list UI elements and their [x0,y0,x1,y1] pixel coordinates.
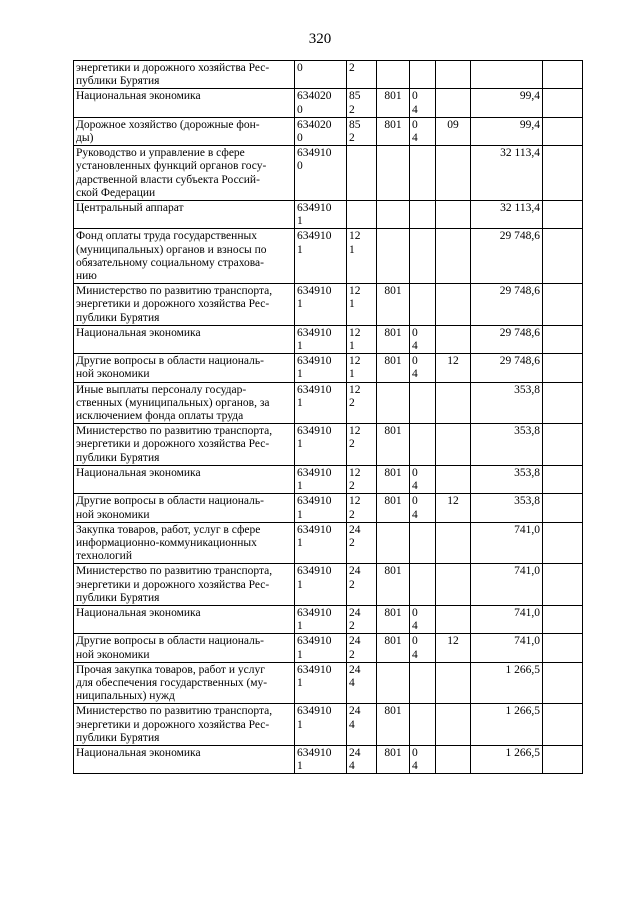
cell-amount: 741,0 [471,522,543,564]
cell-name: Министерство по развитию транспорта, энергетики и дорожного хозяйства Рес- публики Бурятия [74,704,295,746]
cell-subsection [436,745,471,773]
cell-expense-type: 12 2 [347,382,377,424]
cell-expense-type: 24 4 [347,745,377,773]
cell-target-article: 634910 1 [295,354,347,382]
cell-section: 0 4 [410,325,436,353]
table-row [74,424,583,466]
page-number: 320 [308,31,332,47]
table-row [74,325,583,353]
cell-section: 0 4 [410,89,436,117]
budget-table-body [74,61,583,774]
cell-section [410,201,436,229]
cell-subsection: 12 [436,354,471,382]
cell-amount: 29 748,6 [471,284,543,326]
cell-admin-code [377,522,410,564]
cell-target-article: 634910 1 [295,634,347,662]
cell-section [410,61,436,89]
table-row [74,382,583,424]
cell-section: 0 4 [410,117,436,145]
cell-admin-code: 801 [377,494,410,522]
cell-empty [543,201,583,229]
cell-empty [543,662,583,704]
cell-expense-type [347,146,377,201]
cell-target-article: 634910 1 [295,494,347,522]
table-row [74,465,583,493]
cell-name: Национальная экономика [74,325,295,353]
cell-empty [543,382,583,424]
table-row [74,284,583,326]
cell-empty [543,704,583,746]
cell-expense-type: 24 2 [347,522,377,564]
cell-admin-code [377,662,410,704]
cell-amount: 353,8 [471,494,543,522]
cell-empty [543,494,583,522]
cell-empty [543,605,583,633]
cell-admin-code [377,146,410,201]
cell-name: Другие вопросы в области националь- ной экономики [74,354,295,382]
cell-empty [543,634,583,662]
table-row [74,745,583,773]
cell-section: 0 4 [410,605,436,633]
cell-target-article: 634910 1 [295,745,347,773]
cell-admin-code: 801 [377,465,410,493]
cell-name: Дорожное хозяйство (дорожные фон- ды) [74,117,295,145]
cell-target-article: 634910 1 [295,564,347,606]
cell-subsection [436,382,471,424]
table-row [74,61,583,89]
cell-admin-code [377,229,410,284]
cell-expense-type: 12 2 [347,465,377,493]
cell-subsection [436,424,471,466]
cell-section: 0 4 [410,745,436,773]
cell-amount: 29 748,6 [471,229,543,284]
cell-empty [543,61,583,89]
cell-section: 0 4 [410,465,436,493]
cell-target-article: 634910 0 [295,146,347,201]
cell-subsection [436,61,471,89]
table-row [74,201,583,229]
cell-admin-code: 801 [377,89,410,117]
cell-empty [543,465,583,493]
cell-amount: 1 266,5 [471,704,543,746]
cell-target-article: 634910 1 [295,704,347,746]
table-row [74,117,583,145]
budget-table [73,60,583,774]
cell-empty [543,229,583,284]
cell-expense-type: 24 4 [347,704,377,746]
cell-section [410,704,436,746]
cell-name: Другие вопросы в области националь- ной экономики [74,634,295,662]
cell-target-article: 634910 1 [295,201,347,229]
cell-section [410,564,436,606]
cell-name: Национальная экономика [74,605,295,633]
cell-subsection [436,284,471,326]
cell-subsection [436,704,471,746]
cell-target-article: 634910 1 [295,284,347,326]
cell-expense-type: 12 2 [347,424,377,466]
cell-target-article: 634020 0 [295,117,347,145]
cell-section: 0 4 [410,634,436,662]
cell-subsection [436,201,471,229]
cell-target-article: 634910 1 [295,229,347,284]
cell-empty [543,522,583,564]
cell-expense-type: 24 2 [347,634,377,662]
cell-name: Национальная экономика [74,745,295,773]
cell-amount [471,61,543,89]
cell-amount: 741,0 [471,605,543,633]
cell-target-article: 634910 1 [295,325,347,353]
cell-subsection [436,89,471,117]
cell-expense-type: 12 1 [347,354,377,382]
cell-section [410,382,436,424]
cell-target-article: 634910 1 [295,522,347,564]
cell-subsection [436,229,471,284]
table-row [74,89,583,117]
cell-section: 0 4 [410,354,436,382]
cell-expense-type: 24 2 [347,605,377,633]
cell-admin-code: 801 [377,745,410,773]
cell-expense-type [347,201,377,229]
cell-name: Иные выплаты персоналу государ- ственных (муниципальных) органов, за исключением фонда оплаты труда [74,382,295,424]
cell-subsection [436,662,471,704]
cell-expense-type: 85 2 [347,89,377,117]
cell-target-article: 0 [295,61,347,89]
cell-admin-code: 801 [377,117,410,145]
cell-target-article: 634910 1 [295,465,347,493]
cell-admin-code: 801 [377,424,410,466]
table-row [74,229,583,284]
cell-expense-type: 12 1 [347,229,377,284]
cell-name: Центральный аппарат [74,201,295,229]
cell-amount: 32 113,4 [471,146,543,201]
cell-amount: 29 748,6 [471,325,543,353]
cell-section [410,284,436,326]
cell-admin-code [377,61,410,89]
cell-section [410,662,436,704]
cell-admin-code [377,201,410,229]
cell-subsection [436,564,471,606]
cell-subsection: 12 [436,494,471,522]
cell-subsection: 12 [436,634,471,662]
cell-name: энергетики и дорожного хозяйства Рес- публики Бурятия [74,61,295,89]
cell-subsection [436,146,471,201]
table-row [74,704,583,746]
cell-amount: 29 748,6 [471,354,543,382]
cell-name: Фонд оплаты труда государственных (муниципальных) органов и взносы по обязательному социальному страхова- нию [74,229,295,284]
cell-admin-code: 801 [377,284,410,326]
cell-empty [543,89,583,117]
cell-amount: 353,8 [471,424,543,466]
cell-name: Министерство по развитию транспорта, энергетики и дорожного хозяйства Рес- публики Бурятия [74,564,295,606]
table-row [74,354,583,382]
cell-empty [543,117,583,145]
cell-subsection [436,605,471,633]
cell-empty [543,284,583,326]
cell-admin-code: 801 [377,605,410,633]
cell-target-article: 634910 1 [295,662,347,704]
cell-admin-code: 801 [377,564,410,606]
cell-section [410,229,436,284]
cell-expense-type: 2 [347,61,377,89]
cell-expense-type: 24 4 [347,662,377,704]
cell-name: Национальная экономика [74,465,295,493]
cell-target-article: 634910 1 [295,605,347,633]
cell-subsection: 09 [436,117,471,145]
cell-section [410,146,436,201]
cell-amount: 99,4 [471,89,543,117]
cell-expense-type: 12 1 [347,325,377,353]
cell-target-article: 634910 1 [295,424,347,466]
cell-name: Министерство по развитию транспорта, энергетики и дорожного хозяйства Рес- публики Бурятия [74,424,295,466]
cell-target-article: 634910 1 [295,382,347,424]
cell-admin-code: 801 [377,325,410,353]
cell-empty [543,146,583,201]
cell-expense-type: 24 2 [347,564,377,606]
cell-amount: 1 266,5 [471,662,543,704]
cell-expense-type: 12 2 [347,494,377,522]
cell-name: Национальная экономика [74,89,295,117]
cell-section [410,424,436,466]
table-row [74,564,583,606]
cell-empty [543,424,583,466]
cell-amount: 1 266,5 [471,745,543,773]
cell-target-article: 634020 0 [295,89,347,117]
cell-section: 0 4 [410,494,436,522]
cell-expense-type: 12 1 [347,284,377,326]
table-row [74,146,583,201]
cell-admin-code: 801 [377,704,410,746]
cell-amount: 353,8 [471,465,543,493]
table-row [74,522,583,564]
cell-subsection [436,465,471,493]
table-row [74,494,583,522]
cell-amount: 741,0 [471,634,543,662]
cell-empty [543,354,583,382]
cell-name: Закупка товаров, работ, услуг в сфере информационно-коммуникационных технологий [74,522,295,564]
cell-empty [543,325,583,353]
cell-subsection [436,325,471,353]
cell-empty [543,564,583,606]
cell-name: Другие вопросы в области националь- ной экономики [74,494,295,522]
cell-name: Руководство и управление в сфере установленных функций органов госу- дарственной власти субъекта Россий- ской Федерации [74,146,295,201]
cell-expense-type: 85 2 [347,117,377,145]
cell-amount: 99,4 [471,117,543,145]
cell-amount: 741,0 [471,564,543,606]
cell-amount: 32 113,4 [471,201,543,229]
table-row [74,605,583,633]
cell-amount: 353,8 [471,382,543,424]
table-row [74,662,583,704]
cell-name: Министерство по развитию транспорта, энергетики и дорожного хозяйства Рес- публики Бурятия [74,284,295,326]
cell-name: Прочая закупка товаров, работ и услуг для обеспечения государственных (му- ниципальных) нужд [74,662,295,704]
cell-subsection [436,522,471,564]
cell-admin-code: 801 [377,634,410,662]
cell-empty [543,745,583,773]
table-row [74,634,583,662]
cell-section [410,522,436,564]
cell-admin-code: 801 [377,354,410,382]
cell-admin-code [377,382,410,424]
